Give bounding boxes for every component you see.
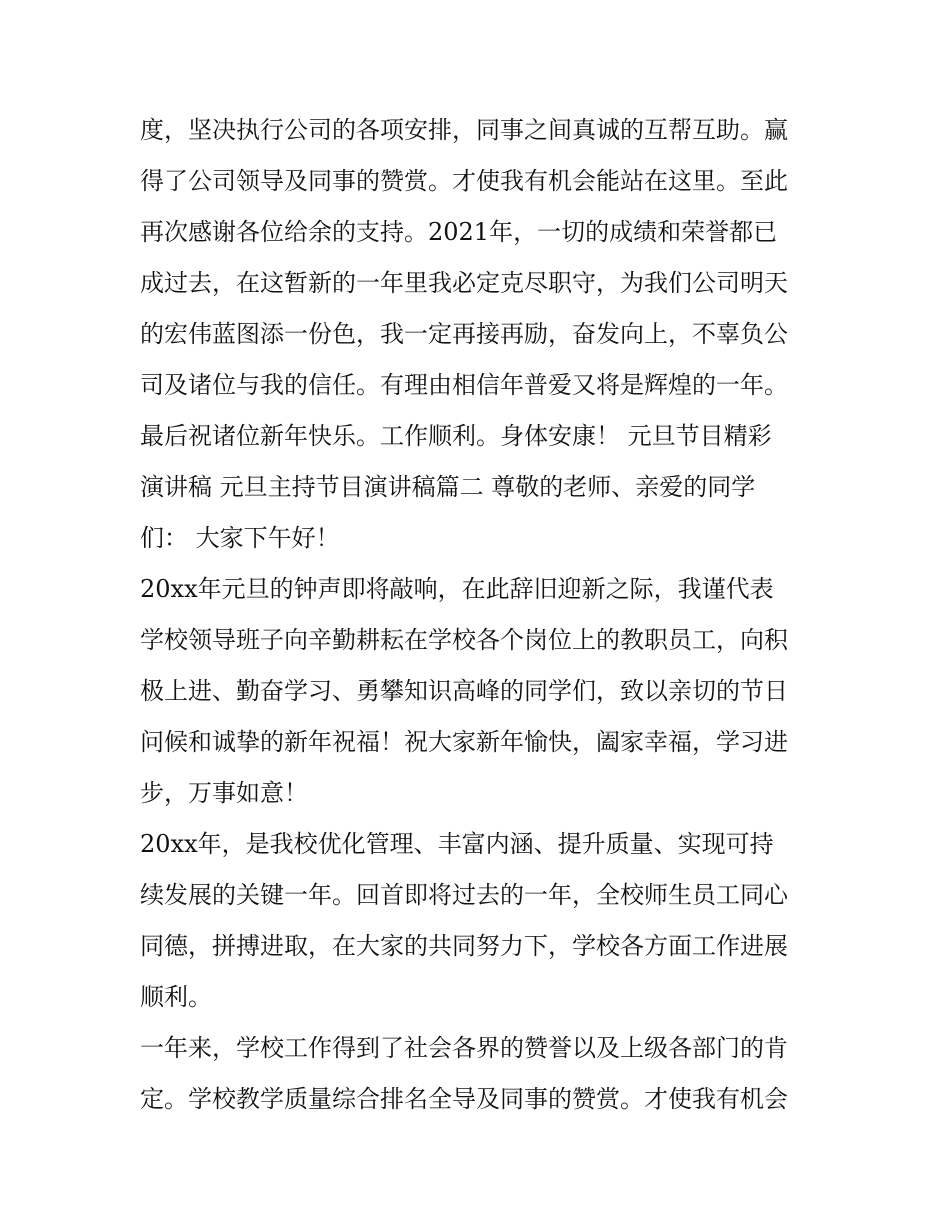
text-line: 极上进、勤奋学习、勇攀知识高峰的同学们，致以亲切的节日 [140, 677, 788, 705]
text-line: 顺利。 [140, 983, 212, 1011]
text-line: 演讲稿 元旦主持节目演讲稿篇二 尊敬的老师、亲爱的同学 [140, 473, 756, 501]
text-line: 最后祝诸位新年快乐。工作顺利。身体安康！ 元旦节目精彩 [140, 422, 772, 450]
text-line: 定。学校教学质量综合排名全导及同事的赞赏。才使我有机会 [140, 1085, 788, 1113]
text-line: 们： 大家下午好！ [140, 524, 340, 552]
text-line: 的宏伟蓝图添一份色，我一定再接再励，奋发向上，不辜负公 [140, 320, 788, 348]
text-line: 得了公司领导及同事的赞赏。才使我有机会能站在这里。至此 [140, 167, 788, 195]
text-line: 再次感谢各位给余的支持。2021年，一切的成绩和荣誉都已 [140, 218, 778, 246]
text-line: 步，万事如意！ [140, 779, 308, 807]
text-line: 学校领导班子向辛勤耕耘在学校各个岗位上的教职员工，向积 [140, 626, 788, 654]
text-line: 同德，拼搏进取，在大家的共同努力下，学校各方面工作进展 [140, 932, 788, 960]
text-line: 度，坚决执行公司的各项安排，同事之间真诚的互帮互助。赢 [140, 116, 788, 144]
text-line: 一年来，学校工作得到了社会各界的赞誉以及上级各部门的肯 [140, 1034, 788, 1062]
text-line: 20xx年元旦的钟声即将敲响，在此辞旧迎新之际，我谨代表 [140, 575, 774, 603]
text-line: 续发展的关键一年。回首即将过去的一年，全校师生员工同心 [140, 881, 788, 909]
body-text [140, 105, 830, 1125]
text-line: 问候和诚挚的新年祝福！祝大家新年愉快，阖家幸福，学习进 [140, 728, 788, 756]
text-line: 司及诸位与我的信任。有理由相信年普爱又将是辉煌的一年。 [140, 371, 788, 399]
text-line: 20xx年，是我校优化管理、丰富内涵、提升质量、实现可持 [140, 830, 774, 858]
text-line: 成过去，在这暂新的一年里我必定克尽职守，为我们公司明天 [140, 269, 788, 297]
